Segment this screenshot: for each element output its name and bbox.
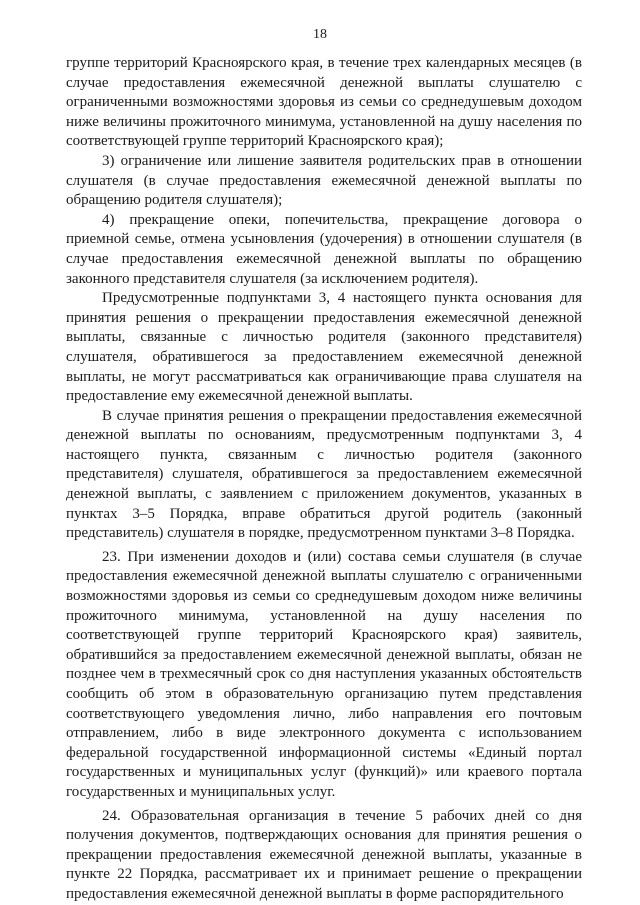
paragraph: В случае принятия решения о прекращении предоставления ежемесячной денежной выплаты по основаниям, предусмотренным подпунктами 3, 4 настоящего пункта, связанным с личностью родителя (законного представителя) слушателя, обратившегося за предоставлением ежемесячной денежной выплаты, с заявлением с приложением документов, указанных в пунктах 3–5 Порядка, вправе обратиться другой родитель (законный представитель) слушателя в порядке, предусмотренном пунктами 3–8 Порядка. [66,407,582,542]
page-number: 18 [313,27,327,42]
paragraph: 4) прекращение опеки, попечительства, прекращение договора о приемной семье, отмена усыновления (удочерения) в отношении слушателя (в случае предоставления ежемесячной денежной выплаты по обращению законного представителя слушателя (за исключением родителя). [66,211,582,287]
document-body [66,54,582,905]
paragraph: 23. При изменении доходов и (или) состава семьи слушателя (в случае предоставления ежемесячной денежной выплаты слушателю с ограниченными возможностями здоровья из семьи со среднедушевым доходом ниже величины прожиточного минимума, установленной на душу населения по соответствующей группе территорий Красноярского края) заявитель, обратившийся за предоставлением ежемесячной денежной выплаты, обязан не позднее чем в трехмесячный срок со дня наступления указанных обстоятельств сообщить об этом в образовательную организацию путем представления соответствующего уведомления лично, либо направления его почтовым отправлением, либо в виде электронного документа с использованием федеральной государственной информационной системы «Единый портал государственных и муниципальных услуг (функций)» или краевого портала государственных и муниципальных услуг. [66,548,582,800]
paragraph: 3) ограничение или лишение заявителя родительских прав в отношении слушателя (в случае предоставления ежемесячной денежной выплаты по обращению родителя слушателя); [66,152,582,209]
paragraph: 24. Образовательная организация в течение 5 рабочих дней со дня получения документов, подтверждающих основания для принятия решения о прекращении предоставления ежемесячной денежной выплаты, указанные в пункте 22 Порядка, рассматривает их и принимает решение о прекращении предоставления ежемесячной денежной выплаты в форме распорядительного [66,807,582,902]
paragraph: Предусмотренные подпунктами 3, 4 настоящего пункта основания для принятия решения о прекращении предоставления ежемесячной денежной выплаты, связанные с личностью родителя (законного представителя) слушателя, обратившегося за предоставлением ежемесячной денежной выплаты, не могут рассматриваться как ограничивающие права слушателя на предоставление ему ежемесячной денежной выплаты. [66,290,582,405]
paragraph: группе территорий Красноярского края, в течение трех календарных месяцев (в случае предоставления ежемесячной денежной выплаты слушателю с ограниченными возможностями здоровья из семьи со среднедушевым доходом ниже величины прожиточного минимума, установленной на душу населения по соответствующей группе территорий Красноярского края); [66,55,582,150]
